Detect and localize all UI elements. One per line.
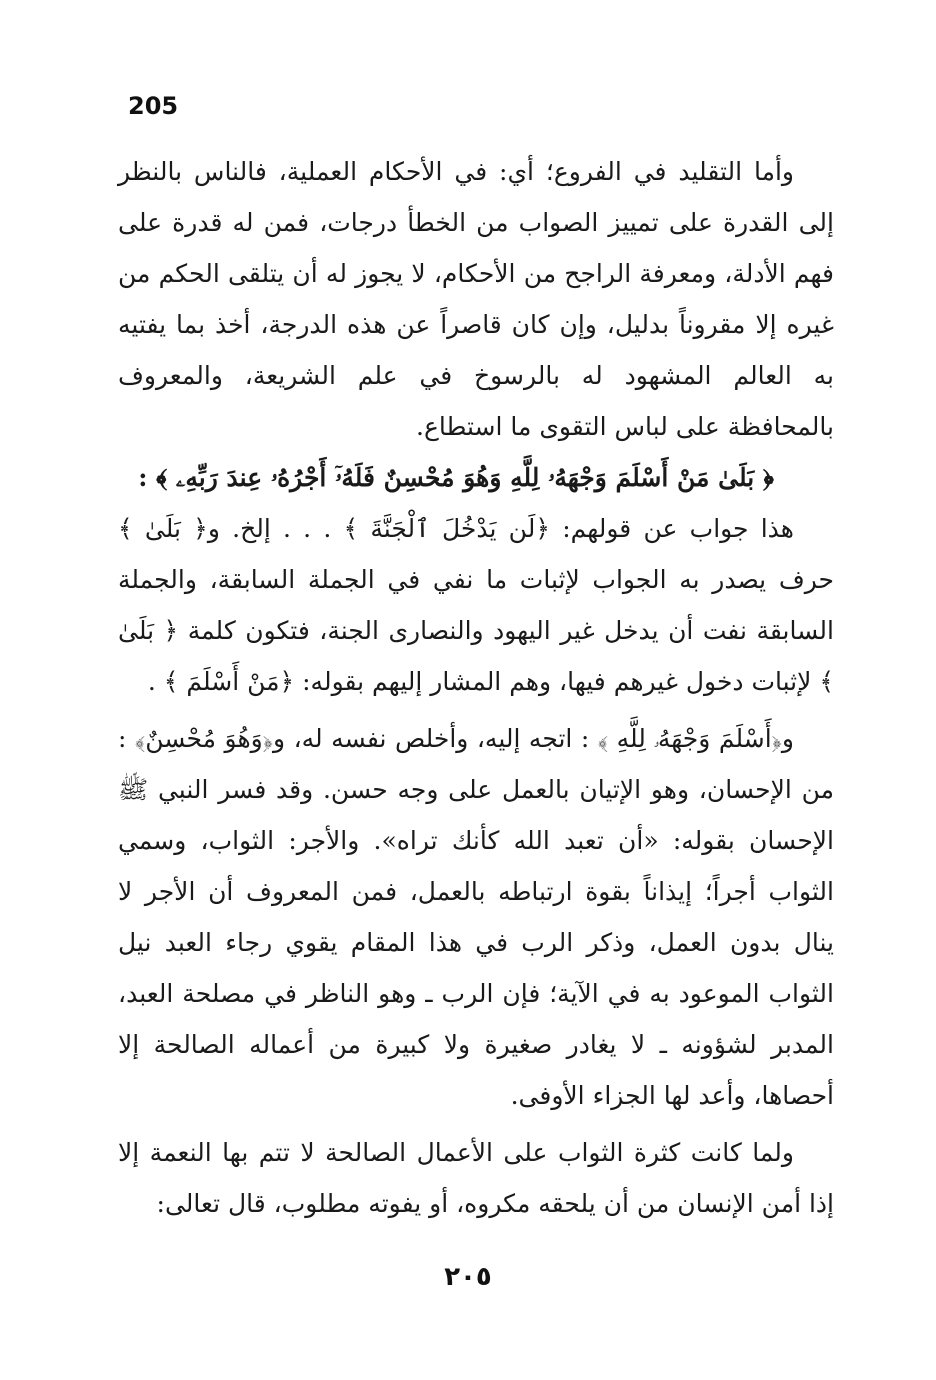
page-number-top: 205 (128, 92, 179, 120)
paragraph-conclusion: ولما كانت كثرة الثواب على الأعمال الصالحة لا تتم بها النعمة إلا إذا أمن الإنسان من أن يلحقه مكروه، أو يفوته مطلوب، قال تعالى: (118, 1138, 834, 1218)
paragraph-aslama: و﴿أَسْلَمَ وَجْهَهُۥ لِلَّهِ ﴾ : اتجه إليه، وأخلص نفسه له، و﴿وَهُوَ مُحْسِنٌ﴾ : من الإحسان، وهو الإتيان بالعمل على وجه حسن. وقد فسر النبي ﷺ الإحسان بقوله: «أن تعبد الله كأنك تراه». والأجر: الثواب، وسمي الثواب أجراً؛ إيذاناً بقوة ارتباطه بالعمل، فمن المعروف أن الأجر لا ينال بدون العمل، وذكر الرب في هذا المقام يقوي رجاء العبد نيل الثواب الموعود به في الآية؛ فإن الرب ـ وهو الناظر في مصلحة العبد، المدبر لشؤونه ـ لا يغادر صغيرة ولا كبيرة من أعماله الصالحة إلا أحصاها، وأعد لها الجزاء الأوفى. (118, 724, 834, 1110)
page-text (118, 146, 834, 1229)
paragraph-taqlid: وأما التقليد في الفروع؛ أي: في الأحكام العملية، فالناس بالنظر إلى القدرة على تمييز الصواب من الخطأ درجات، فمن له قدرة على فهم الأدلة، ومعرفة الراجح من الأحكام، لا يجوز له أن يتلقى الحكم من غيره إلا مقروناً بدليل، وإن كان قاصراً عن هذه الدرجة، أخذ بما يفتيه به العالم المشهود له بالرسوخ في علم الشريعة، والمعروف بالمحافظة على لباس التقوى ما استطاع. (118, 157, 834, 441)
paragraph-bala: هذا جواب عن قولهم: ﴿لَن يَدْخُلَ ٱلْجَنَّةَ ﴾ . . . إلخ. و﴿ بَلَىٰ ﴾ حرف يصدر به الجواب لإثبات ما نفي في الجملة السابقة، والجملة السابقة نفت أن يدخل غير اليهود والنصارى الجنة، فتكون كلمة ﴿ بَلَىٰ ﴾ لإثبات دخول غيرهم فيها، وهم المشار إليهم بقوله: ﴿مَنْ أَسْلَمَ ﴾ . (118, 514, 834, 696)
page-number-bottom: ٢٠٥ (444, 1262, 492, 1292)
quran-verse: ﴿ بَلَىٰ مَنْ أَسْلَمَ وَجْهَهُۥ لِلَّهِ وَهُوَ مُحْسِنٌ فَلَهُۥٓ أَجْرُهُۥ عِندَ رَبِّهِۦ ﴾ : (138, 463, 774, 492)
